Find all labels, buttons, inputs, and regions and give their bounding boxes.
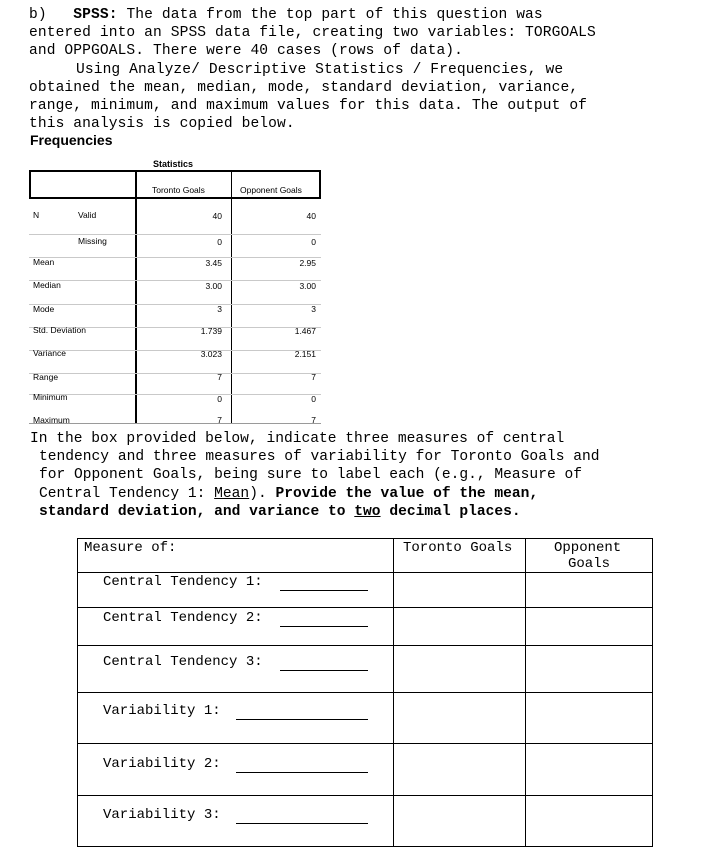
spss-keyword: SPSS: <box>73 7 118 23</box>
row-divider <box>29 234 321 235</box>
emphasis-two: two <box>354 503 381 520</box>
answer-row-divider <box>78 572 652 573</box>
opponent-valid: 40 <box>306 211 316 221</box>
instructions-line-5 <box>30 503 670 521</box>
toronto-variance: 3.023 <box>200 349 222 359</box>
header-column-divider <box>231 170 232 199</box>
row-label-n: N <box>33 210 40 220</box>
intro-line-1 <box>29 6 669 24</box>
question-label: b) <box>29 7 47 23</box>
row-label-std-deviation: Std. Deviation <box>33 325 86 335</box>
opponent-mode: 3 <box>311 304 316 314</box>
toronto-median: 3.00 <box>205 281 222 291</box>
answer-table <box>77 538 653 847</box>
answer-row-divider <box>78 692 652 693</box>
row-label-mean: Mean <box>33 257 55 267</box>
toronto-std-deviation: 1.739 <box>200 326 222 336</box>
answer-row-variability-2: Variability 2: <box>103 756 221 772</box>
blank-central-tendency-3[interactable] <box>280 670 368 671</box>
instructions-line-1: In the box provided below, indicate three measures of central <box>30 431 565 447</box>
opponent-variance: 2.151 <box>294 349 316 359</box>
answer-header-measure: Measure of: <box>84 540 177 556</box>
blank-central-tendency-1[interactable] <box>280 590 368 591</box>
answer-row-central-tendency-2: Central Tendency 2: <box>103 610 263 626</box>
instructions-paragraph <box>30 430 670 521</box>
toronto-mean: 3.45 <box>205 258 222 268</box>
intro-line-3: and OPPGOALS. There were 40 cases (rows of data). <box>29 43 464 60</box>
value-column-divider <box>231 199 232 424</box>
row-label-minimum: Minimum <box>33 392 68 402</box>
answer-row-variability-3: Variability 3: <box>103 807 221 823</box>
answer-header-toronto: Toronto Goals <box>403 540 513 556</box>
intro-line-6: range, minimum, and maximum values for this data. The output of <box>29 98 588 115</box>
instructions-line-3: for Opponent Goals, being sure to label each (e.g., Measure of <box>39 467 582 484</box>
example-mean: Mean <box>214 485 250 502</box>
intro-line-2: entered into an SPSS data file, creating two variables: TORGOALS <box>29 25 596 42</box>
row-label-mode: Mode <box>33 304 55 314</box>
opponent-median: 3.00 <box>299 281 316 291</box>
statistics-title: Statistics <box>153 159 194 169</box>
instructions-line-5-a: standard deviation, and variance to <box>39 503 355 520</box>
opponent-mean: 2.95 <box>299 258 316 268</box>
answer-header-opponent-1: Opponent <box>554 540 622 556</box>
frequencies-title: Frequencies <box>30 132 113 148</box>
answer-row-central-tendency-1: Central Tendency 1: <box>103 574 263 590</box>
opponent-minimum: 0 <box>311 394 316 404</box>
opponent-range: 7 <box>311 372 316 382</box>
intro-paragraph <box>29 6 669 133</box>
toronto-minimum: 0 <box>217 394 222 404</box>
blank-variability-2[interactable] <box>236 772 368 773</box>
instructions-line-4-a: Central Tendency 1: <box>39 485 215 502</box>
statistics-table <box>29 170 321 424</box>
toronto-maximum: 7 <box>217 415 222 425</box>
row-label-median: Median <box>33 280 61 290</box>
toronto-mode: 3 <box>217 304 222 314</box>
answer-row-divider <box>78 743 652 744</box>
answer-row-central-tendency-3: Central Tendency 3: <box>103 654 263 670</box>
intro-line-1-text: The data from the top part of this question was <box>117 7 543 23</box>
row-label-range: Range <box>33 372 59 382</box>
answer-row-variability-1: Variability 1: <box>103 703 221 719</box>
intro-line-7: this analysis is copied below. <box>29 116 295 133</box>
instructions-line-4-b: ). <box>249 485 276 502</box>
intro-line-5: obtained the mean, median, mode, standard deviation, variance, <box>29 79 579 96</box>
answer-row-divider <box>78 795 652 796</box>
blank-variability-1[interactable] <box>236 719 368 720</box>
row-label-maximum: Maximum <box>33 415 70 425</box>
instructions-line-2: tendency and three measures of variability for Toronto Goals and <box>39 449 600 466</box>
answer-header-opponent-2: Goals <box>568 556 611 572</box>
col-toronto-goals: Toronto Goals <box>152 185 205 195</box>
row-sublabel-valid: Valid <box>78 210 97 220</box>
intro-line-4: Using Analyze/ Descriptive Statistics / Frequencies, we <box>76 61 564 78</box>
answer-row-divider <box>78 607 652 608</box>
row-label-variance: Variance <box>33 348 66 358</box>
opponent-maximum: 7 <box>311 415 316 425</box>
answer-row-divider <box>78 645 652 646</box>
instructions-line-4 <box>30 485 670 503</box>
instructions-line-5-b: decimal places. <box>380 503 521 520</box>
col-opponent-goals: Opponent Goals <box>240 185 302 195</box>
toronto-range: 7 <box>217 372 222 382</box>
opponent-missing: 0 <box>311 237 316 247</box>
blank-variability-3[interactable] <box>236 823 368 824</box>
opponent-std-deviation: 1.467 <box>294 326 316 336</box>
label-column-divider <box>135 170 137 424</box>
toronto-valid: 40 <box>212 211 222 221</box>
toronto-missing: 0 <box>217 237 222 247</box>
row-sublabel-missing: Missing <box>78 236 107 246</box>
instructions-line-4-bold: Provide the value of the mean, <box>275 485 539 502</box>
blank-central-tendency-2[interactable] <box>280 626 368 627</box>
